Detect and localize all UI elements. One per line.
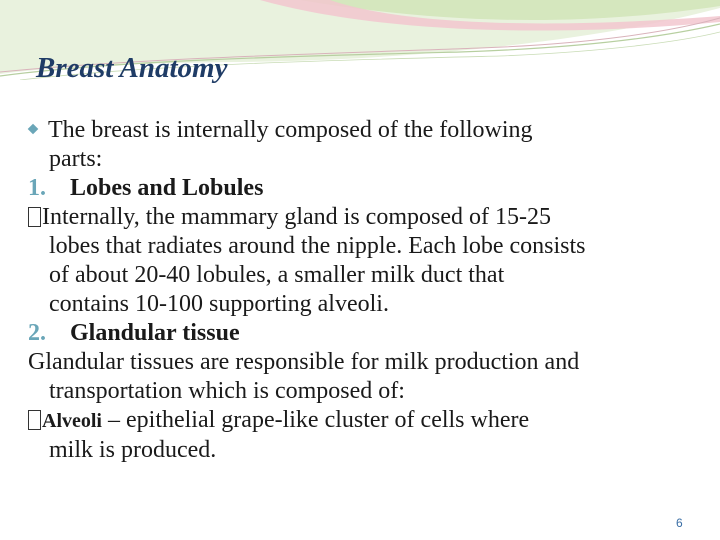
item-1-paragraph-line: lobes that radiates around the nipple. Each lobe consists xyxy=(49,233,586,259)
alveoli-line: Alveoli – epithelial grape-like cluster of cells where xyxy=(28,406,708,436)
missing-glyph-icon xyxy=(28,207,41,227)
item-1-paragraph-line: Internally, the mammary gland is composed of 15-25 xyxy=(28,203,708,232)
slide-body xyxy=(28,116,708,465)
intro-line-2: parts: xyxy=(49,146,103,172)
item-2-paragraph-line: Glandular tissues are responsible for milk production and xyxy=(28,349,580,375)
alveoli-line-2: milk is produced. xyxy=(49,437,217,463)
item-1-paragraph-line: contains 10-100 supporting alveoli. xyxy=(49,291,389,317)
missing-glyph-icon xyxy=(28,410,41,430)
square-bullet-icon xyxy=(28,124,39,135)
intro-line: The breast is internally composed of the following xyxy=(28,116,708,145)
alveoli-term: Alveoli xyxy=(42,410,102,432)
page-number: 6 xyxy=(676,516,683,530)
item-2-paragraph-line: transportation which is composed of: xyxy=(49,378,405,404)
item-1-paragraph-line: of about 20-40 lobules, a smaller milk duct that xyxy=(49,262,505,288)
item-2-heading: 2. Glandular tissue xyxy=(28,320,240,346)
slide-title: Breast Anatomy xyxy=(36,52,228,84)
item-1-heading: 1. Lobes and Lobules xyxy=(28,175,264,201)
